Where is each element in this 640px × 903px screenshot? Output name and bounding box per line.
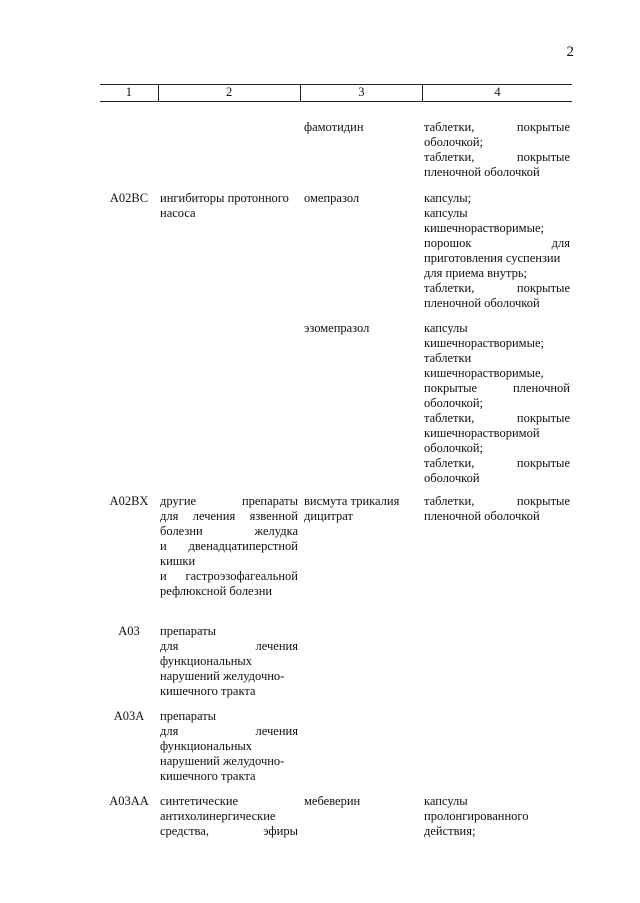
atc-code: A03A bbox=[113, 709, 145, 723]
form-line bbox=[424, 150, 570, 165]
form-line: кишечнорастворимые; bbox=[424, 221, 544, 235]
anatomical-group bbox=[160, 494, 298, 599]
group-word: и bbox=[160, 569, 167, 583]
group-line: антихолинергические bbox=[160, 809, 276, 823]
drug-name: эзомепразол bbox=[304, 321, 370, 335]
form-line: пленочной оболочкой bbox=[424, 165, 540, 179]
group-word: средства, bbox=[160, 824, 209, 838]
group-line: кишечного тракта bbox=[160, 684, 256, 698]
form-line: кишечнорастворимые, bbox=[424, 366, 544, 380]
form-word: таблетки, bbox=[424, 456, 475, 470]
group-word: двенадцатиперстной bbox=[188, 539, 298, 553]
form-line: действия; bbox=[424, 824, 476, 838]
group-line: нарушений желудочно- bbox=[160, 754, 285, 768]
drug-name: мебеверин bbox=[304, 794, 361, 808]
group-line bbox=[160, 639, 298, 654]
anatomical-group bbox=[160, 709, 298, 784]
form-word: для bbox=[551, 236, 570, 250]
group-word: желудка bbox=[254, 524, 298, 538]
dosage-forms bbox=[424, 494, 570, 524]
form-word: пленочной bbox=[512, 381, 570, 395]
form-line: кишечнорастворимые; bbox=[424, 336, 544, 350]
drug-name: висмута трикалия дицитрат bbox=[304, 494, 400, 523]
form-line bbox=[424, 411, 570, 426]
group-line: синтетические bbox=[160, 794, 239, 808]
page-number: 2 bbox=[566, 44, 574, 60]
group-line: ингибиторы протонного bbox=[160, 191, 289, 205]
group-line bbox=[160, 824, 298, 839]
form-line bbox=[424, 381, 570, 396]
group-line: насоса bbox=[160, 206, 196, 220]
group-word: эфиры bbox=[263, 824, 298, 838]
form-line bbox=[424, 494, 570, 509]
form-word: покрытые bbox=[516, 281, 570, 295]
form-line bbox=[424, 281, 570, 296]
group-word: лечения bbox=[192, 509, 236, 523]
dosage-forms bbox=[424, 191, 570, 311]
form-line: пленочной оболочкой bbox=[424, 296, 540, 310]
form-word: таблетки, bbox=[424, 494, 475, 508]
drug-name: омепразол bbox=[304, 191, 360, 205]
form-word: покрытые bbox=[424, 381, 478, 395]
header-col-2: 2 bbox=[158, 85, 300, 101]
header-col-3: 3 bbox=[300, 85, 422, 101]
dosage-forms bbox=[424, 321, 570, 486]
group-line: функциональных bbox=[160, 654, 253, 668]
group-word: для bbox=[160, 639, 179, 653]
dosage-forms bbox=[424, 794, 570, 839]
form-line bbox=[424, 236, 570, 251]
dosage-forms bbox=[424, 120, 570, 180]
group-line: функциональных bbox=[160, 739, 253, 753]
form-word: таблетки, bbox=[424, 281, 475, 295]
form-line: капсулы; bbox=[424, 191, 472, 205]
group-word: гастроэзофагеальной bbox=[185, 569, 298, 583]
header-col-4: 4 bbox=[422, 85, 572, 101]
form-word: таблетки, bbox=[424, 120, 475, 134]
group-line bbox=[160, 509, 298, 524]
group-word: препараты bbox=[241, 494, 298, 508]
group-word: лечения bbox=[255, 639, 298, 653]
atc-code: A02BC bbox=[109, 191, 149, 205]
form-word: покрытые bbox=[516, 150, 570, 164]
anatomical-group bbox=[160, 624, 298, 699]
group-word: лечения bbox=[255, 724, 298, 738]
form-line: капсулы bbox=[424, 321, 468, 335]
group-word: и bbox=[160, 539, 167, 553]
group-line bbox=[160, 524, 298, 539]
form-word: покрытые bbox=[516, 494, 570, 508]
atc-code: A03AA bbox=[109, 794, 149, 808]
form-word: таблетки, bbox=[424, 150, 475, 164]
group-line bbox=[160, 494, 298, 509]
group-line: кишечного тракта bbox=[160, 769, 256, 783]
header-col-1: 1 bbox=[125, 85, 132, 99]
form-word: таблетки, bbox=[424, 411, 475, 425]
group-line: препараты bbox=[160, 624, 217, 638]
form-line: таблетки bbox=[424, 351, 472, 365]
form-line: оболочкой; bbox=[424, 396, 483, 410]
group-line bbox=[160, 539, 298, 554]
group-line: рефлюксной болезни bbox=[160, 584, 273, 598]
anatomical-group bbox=[160, 191, 298, 221]
table-header bbox=[100, 84, 572, 102]
form-line: пленочной оболочкой bbox=[424, 509, 540, 523]
form-line: для приема внутрь; bbox=[424, 266, 528, 280]
group-word: другие bbox=[160, 494, 197, 508]
form-line: оболочкой; bbox=[424, 441, 483, 455]
atc-code: A02BX bbox=[109, 494, 149, 508]
group-line: препараты bbox=[160, 709, 217, 723]
form-line: капсулы bbox=[424, 794, 468, 808]
form-word: порошок bbox=[424, 236, 472, 250]
form-line: оболочкой bbox=[424, 471, 480, 485]
group-line: нарушений желудочно- bbox=[160, 669, 285, 683]
form-line: оболочкой; bbox=[424, 135, 483, 149]
form-word: покрытые bbox=[516, 411, 570, 425]
anatomical-group bbox=[160, 794, 298, 839]
group-line bbox=[160, 724, 298, 739]
group-word: язвенной bbox=[249, 509, 298, 523]
group-word: для bbox=[160, 724, 179, 738]
group-line bbox=[160, 569, 298, 584]
form-line bbox=[424, 120, 570, 135]
form-line bbox=[424, 456, 570, 471]
group-line: кишки bbox=[160, 554, 196, 568]
form-word: покрытые bbox=[516, 120, 570, 134]
form-line: капсулы bbox=[424, 206, 468, 220]
atc-code: A03 bbox=[118, 624, 140, 638]
form-line: приготовления суспензии bbox=[424, 251, 561, 265]
form-line: кишечнорастворимой bbox=[424, 426, 540, 440]
form-word: покрытые bbox=[516, 456, 570, 470]
form-line: пролонгированного bbox=[424, 809, 529, 823]
group-word: болезни bbox=[160, 524, 203, 538]
drug-name: фамотидин bbox=[304, 120, 364, 134]
group-word: для bbox=[160, 509, 179, 523]
